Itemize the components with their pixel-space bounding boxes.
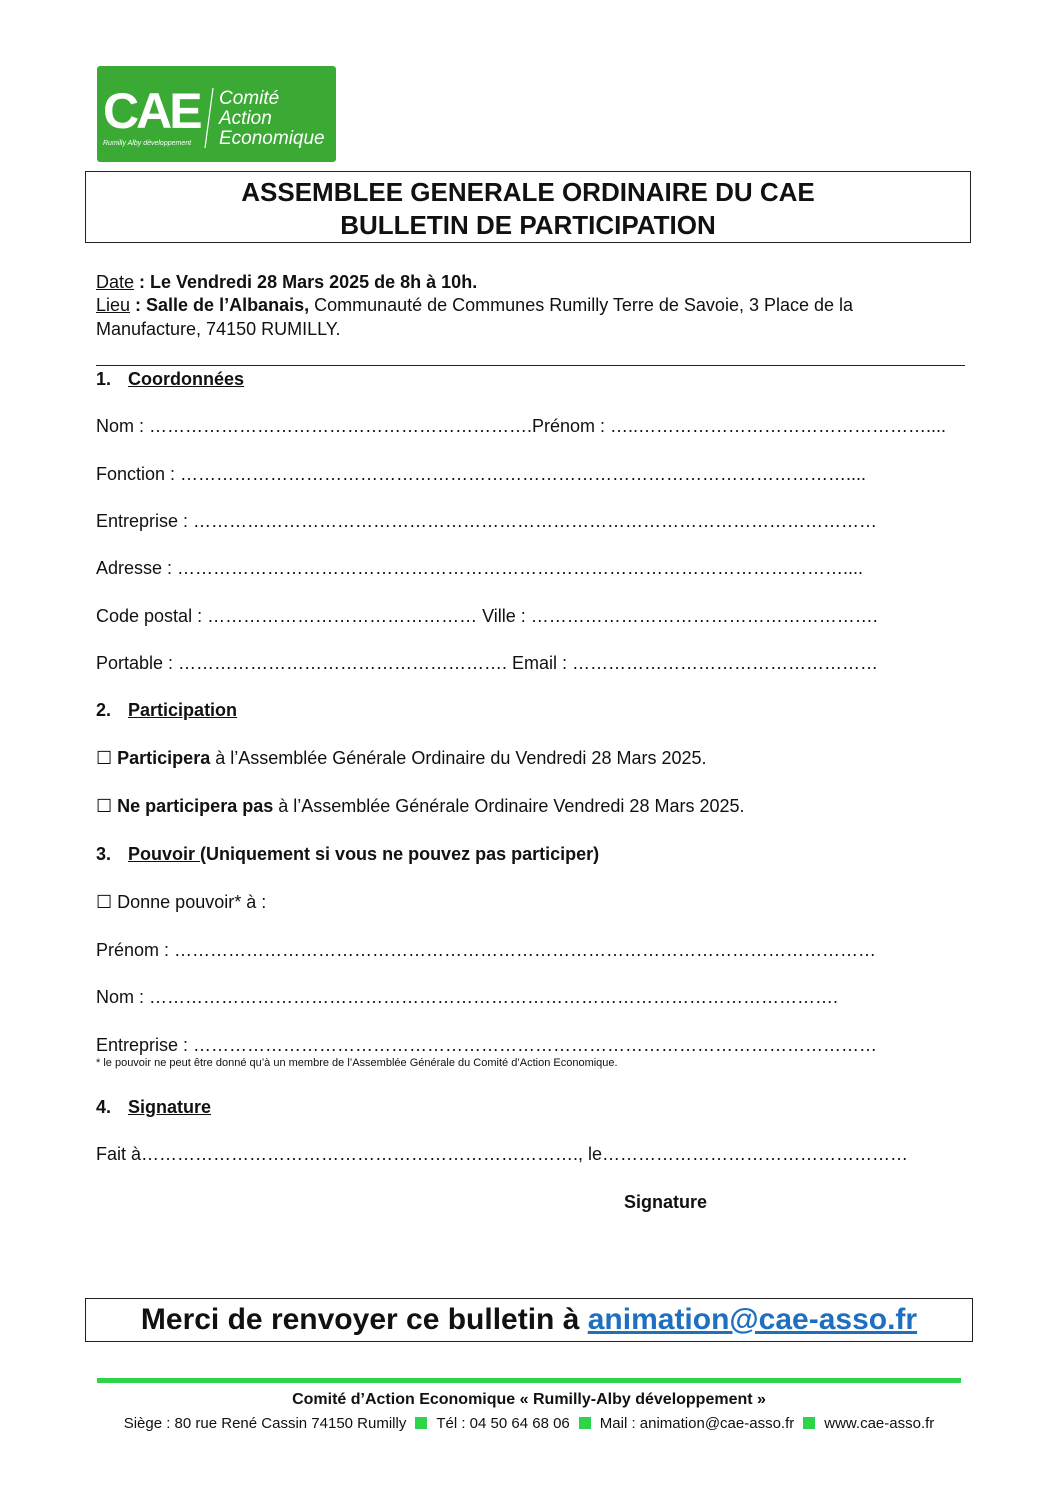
event-place bbox=[96, 294, 853, 317]
section-number: 2. bbox=[96, 700, 112, 720]
place-address: Communauté de Communes Rumilly Terre de Savoie, 3 Place de la bbox=[309, 295, 854, 315]
field-pouvoir-prenom[interactable]: Prénom : ……………………………………………………………………………………………………… bbox=[96, 940, 877, 960]
logo-letters: CAE bbox=[103, 83, 200, 139]
divider bbox=[96, 365, 965, 366]
return-text: Merci de renvoyer ce bulletin à bbox=[140, 1303, 588, 1336]
event-place-line2: Manufacture, 74150 RUMILLY. bbox=[96, 319, 341, 339]
event-date bbox=[96, 271, 477, 294]
logo-name-line-1: Comité bbox=[219, 88, 280, 109]
option-donne-pouvoir[interactable]: ☐ Donne pouvoir* à : bbox=[96, 892, 267, 912]
option-label: Participera bbox=[117, 748, 211, 768]
option-text: à l’Assemblée Générale Ordinaire Vendredi 28 Mars 2025. bbox=[273, 796, 745, 816]
document-subtitle: BULLETIN DE PARTICIPATION bbox=[340, 210, 716, 240]
section-signature-heading bbox=[96, 1096, 211, 1119]
section-title: Participation bbox=[128, 700, 238, 720]
option-participera[interactable] bbox=[96, 747, 707, 770]
section-number: 1. bbox=[96, 369, 112, 389]
footer-mail: Mail : animation@cae-asso.fr bbox=[599, 1415, 795, 1432]
document-title: ASSEMBLEE GENERALE ORDINAIRE DU CAE bbox=[241, 177, 815, 207]
field-fonction[interactable]: Fonction : ………………………………………………………………………………………………….... bbox=[96, 464, 867, 484]
section-title: Pouvoir bbox=[128, 844, 201, 864]
pouvoir-footnote: * le pouvoir ne peut être donné qu’à un membre de l’Assemblée Générale du Comité d’Action Economique. bbox=[96, 1057, 618, 1069]
footer-website[interactable]: www.cae-asso.fr bbox=[824, 1415, 935, 1432]
cae-logo bbox=[97, 66, 336, 162]
green-square-icon bbox=[415, 1417, 427, 1429]
footer-divider bbox=[97, 1378, 961, 1383]
section-title: Signature bbox=[128, 1097, 212, 1117]
section-number: 3. bbox=[96, 844, 112, 864]
checkbox-icon[interactable]: ☐ bbox=[96, 748, 113, 768]
place-label: Lieu bbox=[96, 295, 131, 315]
date-value: : Le Vendredi 28 Mars 2025 de 8h à 10h. bbox=[134, 272, 478, 292]
section-coordonnees-heading bbox=[96, 368, 244, 391]
logo-name-line-2: Action bbox=[219, 108, 272, 129]
field-portable-email[interactable]: Portable : ………………………………………………. Email : …………………………………………… bbox=[96, 653, 879, 673]
green-square-icon bbox=[579, 1417, 591, 1429]
field-nom-prenom[interactable]: Nom : ……………………………………………………….Prénom : …..………………………………………….... bbox=[96, 416, 947, 436]
option-label: Ne participera pas bbox=[117, 796, 274, 816]
option-ne-participera-pas[interactable] bbox=[96, 795, 745, 818]
footer-contact bbox=[0, 1413, 1058, 1435]
footer-organization: Comité d’Action Economique « Rumilly-Alby développement » bbox=[292, 1391, 766, 1408]
date-label: Date bbox=[96, 272, 135, 292]
footer-phone: Tél : 04 50 64 68 06 bbox=[436, 1415, 570, 1432]
section-subtitle: (Uniquement si vous ne pouvez pas participer) bbox=[200, 844, 600, 864]
field-adresse[interactable]: Adresse : ………………………………………………………………………………………………….... bbox=[96, 558, 864, 578]
email-link[interactable]: animation@cae-asso.fr bbox=[587, 1303, 918, 1336]
footer-address: Siège : 80 rue René Cassin 74150 Rumilly bbox=[123, 1415, 407, 1432]
section-pouvoir-heading bbox=[96, 843, 599, 866]
signature-label: Signature bbox=[624, 1192, 708, 1212]
logo-tagline: Rumilly Alby développement bbox=[103, 140, 192, 147]
place-name: : Salle de l’Albanais, bbox=[130, 295, 310, 315]
option-text: à l’Assemblée Générale Ordinaire du Vendredi 28 Mars 2025. bbox=[210, 748, 707, 768]
field-entreprise[interactable]: Entreprise : …………………………………………………………………………………………………… bbox=[96, 511, 878, 531]
cae-logo-graphic bbox=[97, 66, 336, 162]
title-box bbox=[85, 171, 971, 243]
section-participation-heading bbox=[96, 699, 237, 722]
field-pouvoir-nom[interactable]: Nom : ……………………………………………………………………………………………………. bbox=[96, 987, 839, 1007]
return-instructions-box bbox=[85, 1298, 973, 1342]
field-fait-a-le[interactable]: Fait à………………………………………………………………., le…………………………………………… bbox=[96, 1144, 909, 1164]
field-code-postal-ville[interactable]: Code postal : ……………………………………… Ville : …………………………………………………. bbox=[96, 606, 878, 626]
section-number: 4. bbox=[96, 1097, 112, 1117]
green-square-icon bbox=[803, 1417, 815, 1429]
checkbox-icon[interactable]: ☐ bbox=[96, 796, 113, 816]
field-pouvoir-entreprise[interactable]: Entreprise : …………………………………………………………………………………………………… bbox=[96, 1035, 878, 1055]
section-title: Coordonnées bbox=[128, 369, 245, 389]
logo-name-line-3: Economique bbox=[219, 128, 325, 149]
